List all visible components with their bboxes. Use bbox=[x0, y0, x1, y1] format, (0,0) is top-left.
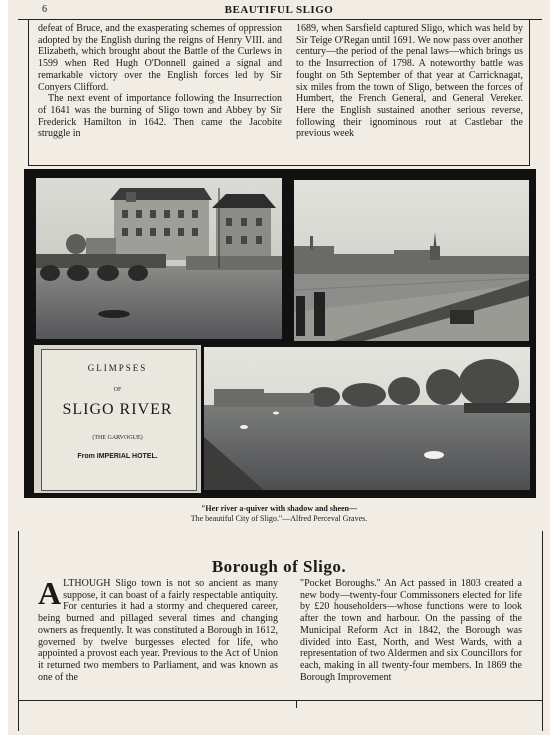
top-left-paragraph-2: The next event of importance following the Insurrection of 1641 was the burning of Sligo town and Abbey by Sir Frederick Hamilton in 1642. Then came the Jacobite struggle in bbox=[38, 93, 282, 140]
photo-bridge-and-hotel bbox=[35, 177, 283, 340]
title-card-sligo-river: SLIGO RIVER bbox=[62, 401, 173, 418]
top-left-column bbox=[38, 23, 282, 140]
magazine-page bbox=[8, 0, 550, 735]
bottom-left-paragraph: LTHOUGH Sligo town is not so ancient as many suppose, it can boast of a fairly respectable antiquity. For centuries it had a stormy and chequered career, being burned and pillaged several times and changing owners as frequently. It was constituted a Borough in 1612, governed by twelve burgesses elected for life, who appointed a provost each year. Previous to the Act of Union it returned two members to Parliament, and was known as one of the bbox=[38, 578, 278, 683]
top-left-paragraph-1: defeat of Bruce, and the exasperating schemes of oppression adopted by the English during the reigns of Henry VIII. and Elizabeth, which brought about the Battle of the Curlews in 1599 when Red Hugh O'Donnell gained a signal and remarkable victory over the English forces led by Sir Conyers Clifford. bbox=[38, 23, 282, 93]
caption-line-1: "Her river a-quiver with shadow and sheen— bbox=[200, 504, 357, 513]
plate-caption bbox=[8, 504, 550, 524]
frame-bottom-rule bbox=[28, 165, 530, 166]
article-title: Borough of Sligo. bbox=[211, 557, 347, 576]
bottom-left-column bbox=[38, 575, 278, 683]
bottom-column-tick bbox=[296, 700, 297, 708]
photo-bridge-image bbox=[36, 178, 282, 339]
top-right-column bbox=[296, 23, 523, 140]
page-number: 6 bbox=[42, 4, 47, 15]
title-card-hotel: From IMPERIAL HOTEL. bbox=[77, 453, 158, 460]
photo-river-quay-image bbox=[294, 180, 529, 341]
photo-river-swans-image bbox=[204, 347, 530, 490]
photo-river-quay bbox=[293, 179, 530, 342]
drop-cap: A bbox=[38, 575, 62, 611]
frame-right-rule bbox=[529, 20, 530, 165]
bottom-frame-rule bbox=[18, 700, 543, 701]
title-card-garvogue: (THE GARVOGUE) bbox=[92, 435, 143, 441]
photo-river-swans bbox=[203, 346, 531, 491]
title-card-glimpses: GLIMPSES bbox=[87, 363, 148, 373]
running-title: BEAUTIFUL SLIGO bbox=[224, 4, 334, 16]
title-card bbox=[33, 344, 202, 494]
frame-left-rule bbox=[28, 20, 29, 165]
bottom-right-paragraph: "Pocket Boroughs." An Act passed in 1803 created a new body—twenty-four Commissoners elected for life by £20 householders—whose functions were to look after the town and harbour. On the passing of the Municipal Reform Act in 1842, the Borough was divided into East, North, and West Wards, with a representation of two Aldermen and six Councillors for each, making in all twenty-four members. In 1869 the Borough Improvement bbox=[300, 578, 522, 683]
top-right-paragraph-1: 1689, when Sarsfield captured Sligo, which was held by Sir Teige O'Regan until 1691. We now pass over another century—the period of the penal laws—which brings us to the Insurrection of 1798. A noteworthy battle was fought on 5th September of that year at Carricknagat, six miles from the town of Sligo, between the forces of Humbert, the French General, and General Vereker. Here the English sustained another serious reverse, following their ignominous rout at Castlebar the previous week bbox=[296, 23, 523, 140]
caption-line-2: The beautiful City of Sligo."—Alfred Perceval Graves. bbox=[190, 514, 368, 523]
header-rule bbox=[18, 19, 542, 20]
bottom-right-column bbox=[300, 578, 522, 683]
title-card-of: OF bbox=[113, 387, 122, 393]
